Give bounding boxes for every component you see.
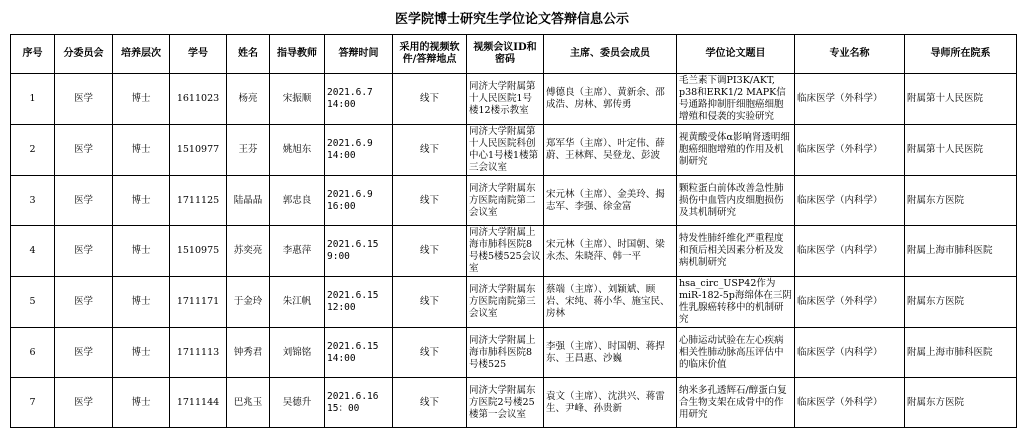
cell-members: 宋元林（主席）、金美玲、揭志军、李强、徐金富: [544, 176, 677, 226]
cell-meeting-id: 同济大学附属东方医院南院第三会议室: [467, 277, 544, 328]
header-name: 姓名: [227, 35, 270, 74]
cell-seq: 6: [11, 328, 55, 378]
cell-defense-time: 2021.6.9 14:00: [325, 125, 393, 176]
cell-members: 袁文（主席）、沈洪兴、蒋雷生、尹峰、孙贵新: [544, 378, 677, 428]
cell-thesis: hsa_circ_USP42作为miR-182-5p海绵体在三阴性乳腺癌转移中的机制研究: [677, 277, 795, 328]
page-title: 医学院博士研究生学位论文答辩信息公示: [394, 12, 629, 27]
cell-committee: 医学: [55, 378, 113, 428]
cell-student-id: 1711144: [170, 378, 227, 428]
cell-name: 巴兆玉: [227, 378, 270, 428]
cell-thesis: 心肺运动试验在左心疾病相关性肺动脉高压评估中的临床价值: [677, 328, 795, 378]
cell-video-software: 线下: [393, 378, 467, 428]
cell-video-software: 线下: [393, 74, 467, 125]
cell-defense-time: 2021.6.15 9:00: [325, 226, 393, 277]
cell-seq: 1: [11, 74, 55, 125]
cell-student-id: 1711171: [170, 277, 227, 328]
cell-committee: 医学: [55, 328, 113, 378]
cell-meeting-id: 同济大学附属东方医院2号楼25楼第一会议室: [467, 378, 544, 428]
cell-major: 临床医学（内科学）: [795, 176, 905, 226]
defense-info-table: [10, 34, 1017, 428]
cell-video-software: 线下: [393, 328, 467, 378]
cell-level: 博士: [113, 226, 170, 277]
cell-name: 王芬: [227, 125, 270, 176]
header-dept: 导师所在院系: [905, 35, 1017, 74]
cell-members: 宋元林（主席）、时国朝、梁永杰、朱晓萍、韩一平: [544, 226, 677, 277]
cell-advisor: 郭忠良: [270, 176, 325, 226]
cell-name: 苏奕亮: [227, 226, 270, 277]
cell-advisor: 朱江帆: [270, 277, 325, 328]
header-committee: 分委员会: [55, 35, 113, 74]
cell-level: 博士: [113, 176, 170, 226]
cell-student-id: 1611023: [170, 74, 227, 125]
cell-level: 博士: [113, 74, 170, 125]
cell-defense-time: 2021.6.9 16:00: [325, 176, 393, 226]
cell-advisor: 姚旭东: [270, 125, 325, 176]
cell-defense-time: 2021.6.16 15：00: [325, 378, 393, 428]
cell-meeting-id: 同济大学附属第十人民医院科创中心1号楼1楼第三会议室: [467, 125, 544, 176]
cell-defense-time: 2021.6.7 14:00: [325, 74, 393, 125]
cell-committee: 医学: [55, 176, 113, 226]
cell-committee: 医学: [55, 277, 113, 328]
header-level: 培养层次: [113, 35, 170, 74]
cell-defense-time: 2021.6.15 12:00: [325, 277, 393, 328]
cell-meeting-id: 同济大学附属上海市肺科医院8号楼525: [467, 328, 544, 378]
table-row: [11, 328, 1017, 378]
table-row: [11, 277, 1017, 328]
cell-dept: 附属东方医院: [905, 176, 1017, 226]
header-advisor: 指导教师: [270, 35, 325, 74]
cell-meeting-id: 同济大学附属上海市肺科医院8号楼5楼525会议室: [467, 226, 544, 277]
cell-student-id: 1711125: [170, 176, 227, 226]
cell-name: 陆晶晶: [227, 176, 270, 226]
table-row: [11, 176, 1017, 226]
header-thesis: 学位论文题目: [677, 35, 795, 74]
cell-major: 临床医学（外科学）: [795, 277, 905, 328]
cell-dept: 附属第十人民医院: [905, 74, 1017, 125]
cell-major: 临床医学（外科学）: [795, 125, 905, 176]
cell-major: 临床医学（内科学）: [795, 328, 905, 378]
cell-student-id: 1711113: [170, 328, 227, 378]
cell-committee: 医学: [55, 226, 113, 277]
cell-advisor: 李惠萍: [270, 226, 325, 277]
cell-thesis: 特发性肺纤维化严重程度和预后相关因素分析及发病机制研究: [677, 226, 795, 277]
cell-members: 李强（主席）、时国朝、蒋捍东、王昌惠、沙巍: [544, 328, 677, 378]
table-header-row: [11, 35, 1017, 74]
table-row: [11, 125, 1017, 176]
cell-committee: 医学: [55, 125, 113, 176]
cell-thesis: 颗粒蛋白前体改善急性肺损伤中血管内皮细胞损伤及其机制研究: [677, 176, 795, 226]
header-student-id: 学号: [170, 35, 227, 74]
cell-advisor: 刘锦铭: [270, 328, 325, 378]
header-seq: 序号: [11, 35, 55, 74]
cell-members: 蔡端（主席）、刘颖斌、顾岩、宋纯、蒋小华、施宝民、房林: [544, 277, 677, 328]
cell-members: 傅德良（主席）、黄新余、邵成浩、房林、郭传勇: [544, 74, 677, 125]
cell-dept: 附属第十人民医院: [905, 125, 1017, 176]
cell-dept: 附属东方医院: [905, 277, 1017, 328]
header-video-software: 采用的视频软件/答辩地点: [393, 35, 467, 74]
cell-name: 于金玲: [227, 277, 270, 328]
cell-major: 临床医学（内科学）: [795, 226, 905, 277]
cell-major: 临床医学（外科学）: [795, 378, 905, 428]
cell-seq: 7: [11, 378, 55, 428]
table-row: [11, 74, 1017, 125]
cell-advisor: 宋振顺: [270, 74, 325, 125]
cell-members: 郑军华（主席）、叶定伟、薛蔚、王林辉、吴登龙、彭波: [544, 125, 677, 176]
cell-seq: 3: [11, 176, 55, 226]
cell-dept: 附属东方医院: [905, 378, 1017, 428]
cell-video-software: 线下: [393, 277, 467, 328]
cell-meeting-id: 同济大学附属东方医院南院第二会议室: [467, 176, 544, 226]
cell-seq: 5: [11, 277, 55, 328]
cell-level: 博士: [113, 125, 170, 176]
cell-thesis: 视黄酸受体α影响肾透明细胞癌细胞增殖的作用及机制研究: [677, 125, 795, 176]
cell-video-software: 线下: [393, 176, 467, 226]
cell-thesis: 毛兰素下调PI3K/AKT, p38和ERK1/2 MAPK信号通路抑制肝细胞癌细胞增殖和侵袭的实验研究: [677, 74, 795, 125]
cell-level: 博士: [113, 328, 170, 378]
cell-seq: 4: [11, 226, 55, 277]
cell-video-software: 线下: [393, 125, 467, 176]
cell-level: 博士: [113, 277, 170, 328]
cell-name: 钟秀君: [227, 328, 270, 378]
table-row: [11, 378, 1017, 428]
cell-advisor: 吴德升: [270, 378, 325, 428]
cell-student-id: 1510975: [170, 226, 227, 277]
cell-meeting-id: 同济大学附属第十人民医院1号楼12楼示教室: [467, 74, 544, 125]
header-defense-time: 答辩时间: [325, 35, 393, 74]
cell-committee: 医学: [55, 74, 113, 125]
cell-video-software: 线下: [393, 226, 467, 277]
cell-major: 临床医学（外科学）: [795, 74, 905, 125]
header-meeting-id: 视频会议ID和密码: [467, 35, 544, 74]
cell-thesis: 纳米多孔透辉石/醇蛋白复合生物支架在成骨中的作用研究: [677, 378, 795, 428]
cell-name: 杨亮: [227, 74, 270, 125]
header-members: 主席、委员会成员: [544, 35, 677, 74]
cell-seq: 2: [11, 125, 55, 176]
cell-dept: 附属上海市肺科医院: [905, 328, 1017, 378]
header-major: 专业名称: [795, 35, 905, 74]
cell-student-id: 1510977: [170, 125, 227, 176]
cell-defense-time: 2021.6.15 14:00: [325, 328, 393, 378]
cell-dept: 附属上海市肺科医院: [905, 226, 1017, 277]
table-row: [11, 226, 1017, 277]
cell-level: 博士: [113, 378, 170, 428]
